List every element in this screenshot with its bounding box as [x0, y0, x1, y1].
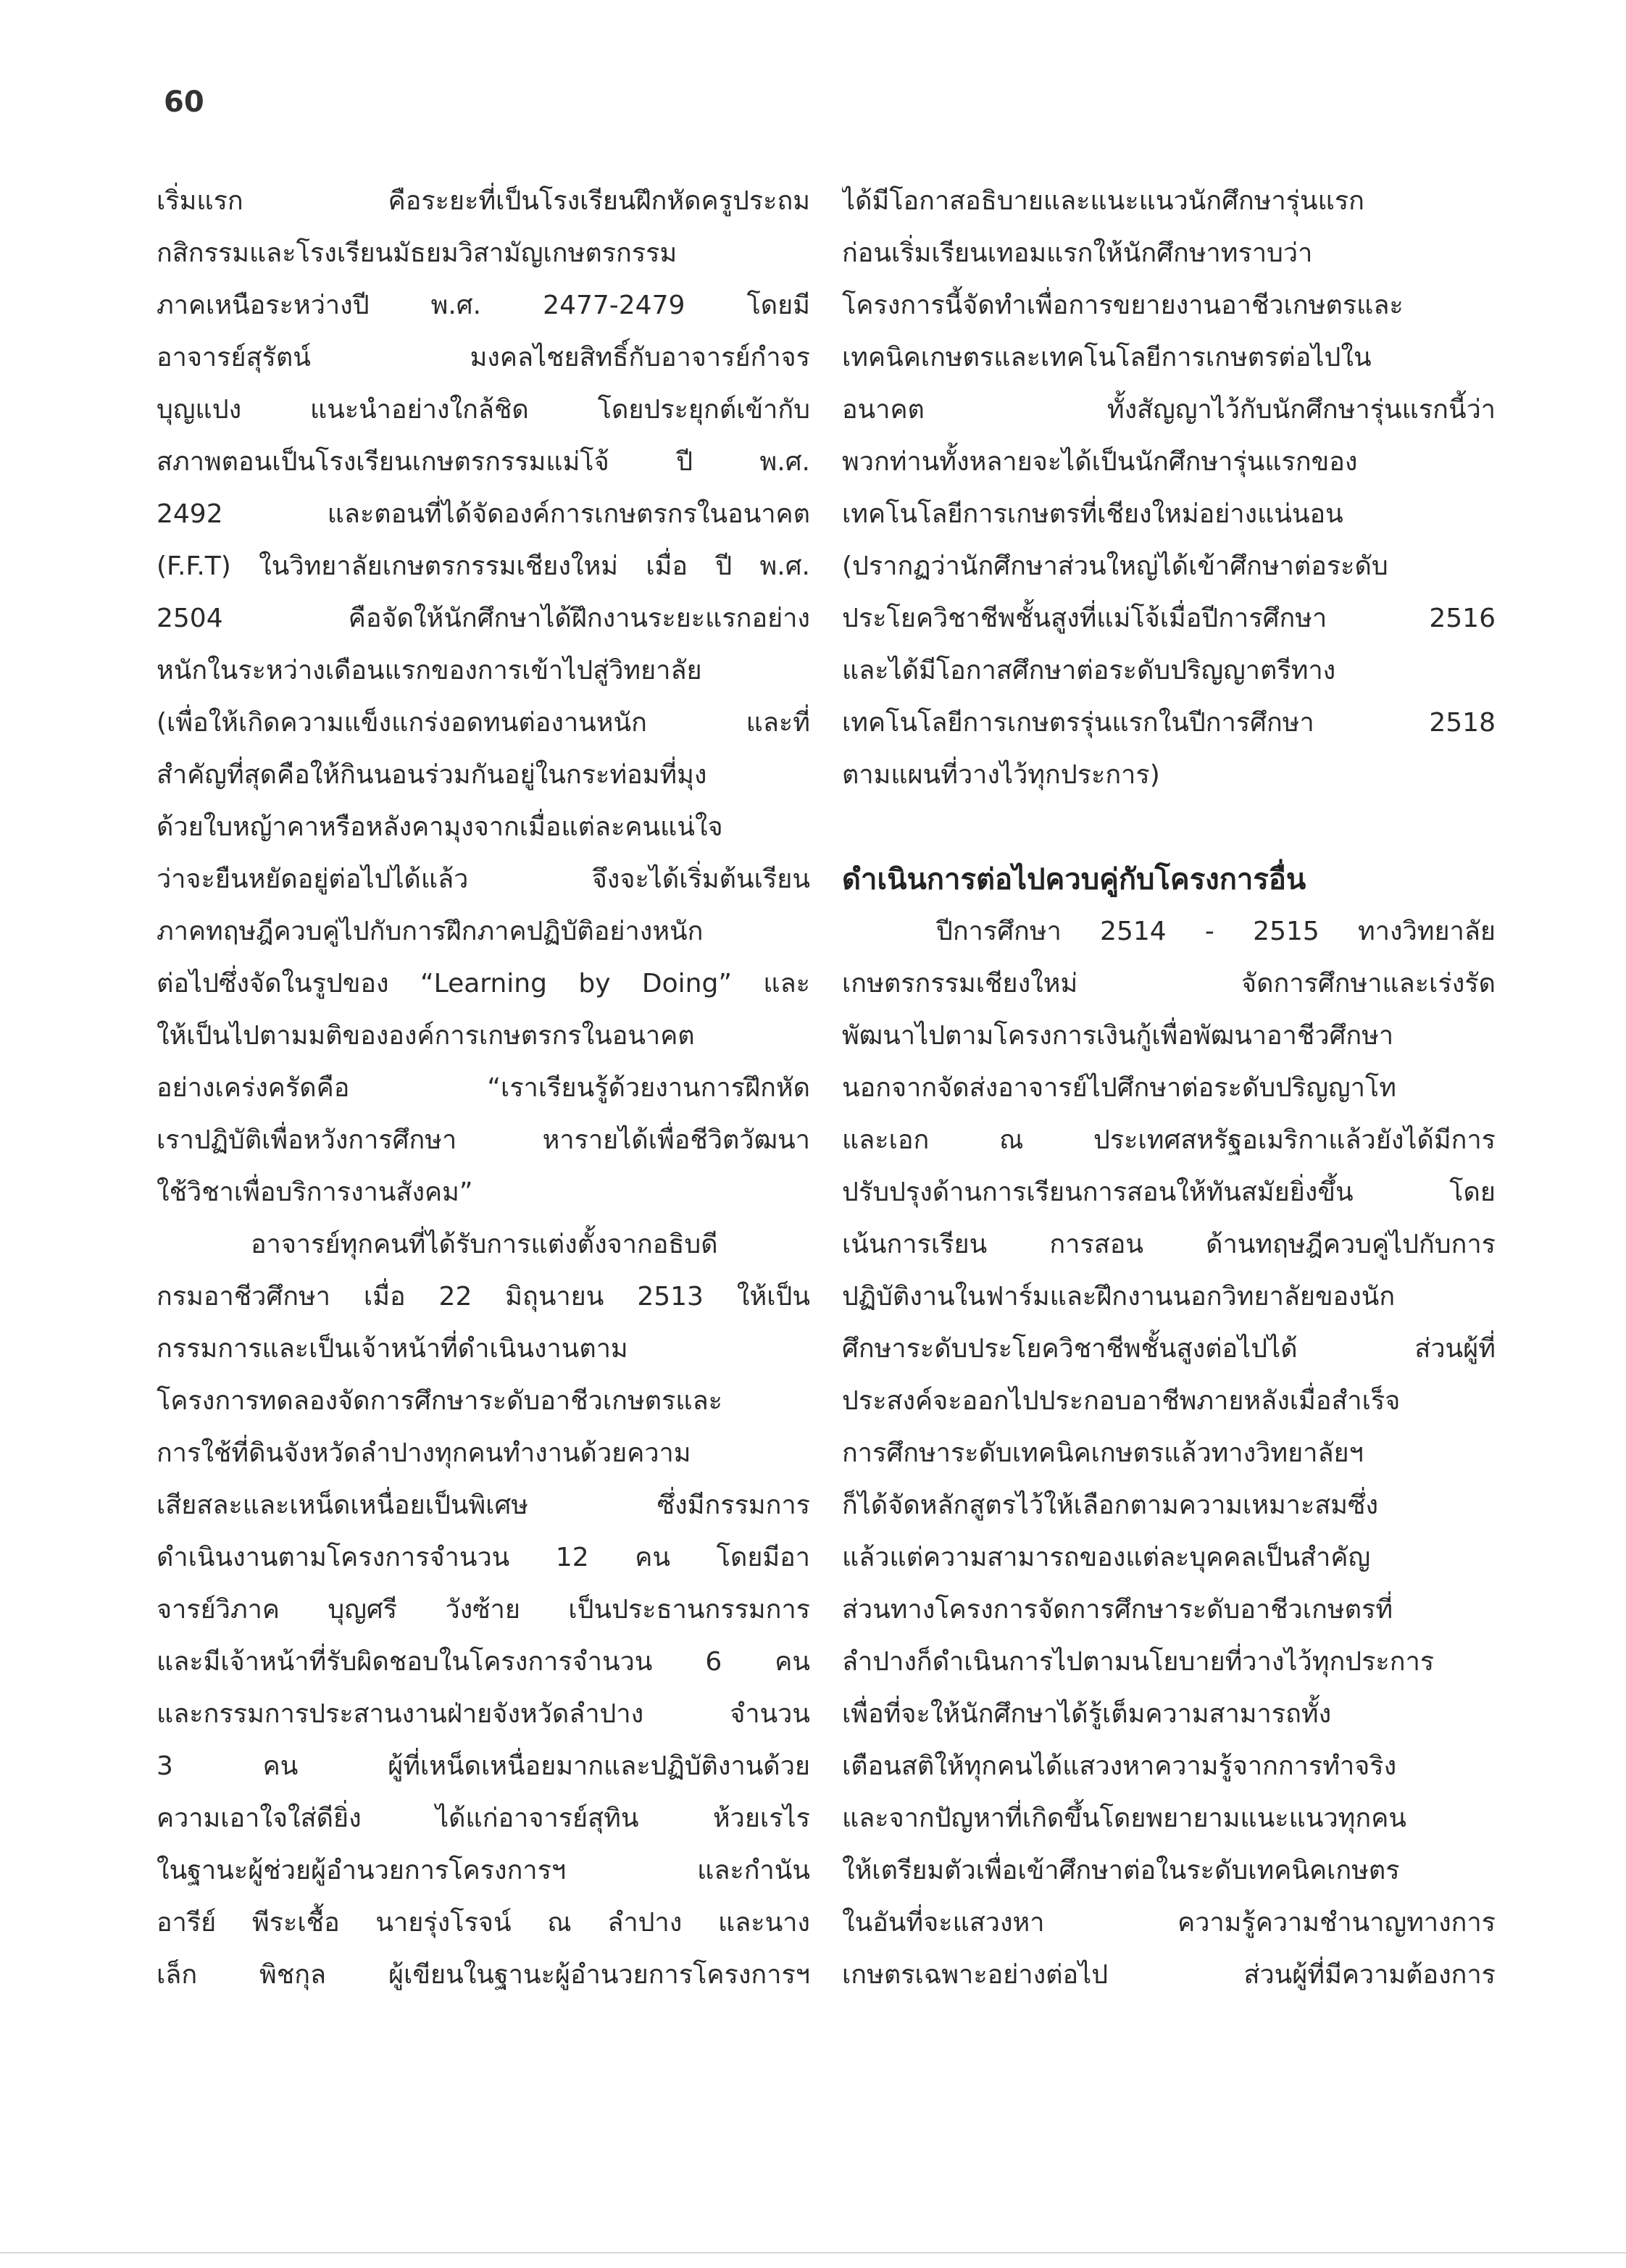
text-line: แล้วแต่ความสามารถของแต่ละบุคคลเป็นสำคัญ [842, 1543, 1371, 1572]
text-line: ภาคเหนือระหว่างปี พ.ศ. 2477-2479 โดยมี [157, 291, 810, 320]
text-line: อาจารย์ทุกคนที่ได้รับการแต่งตั้งจากอธิบดี [251, 1230, 718, 1259]
text-line: 2492 และตอนที่ได้จัดองค์การเกษตรกรในอนาคต [157, 499, 810, 529]
text-line: และกรรมการประสานงานฝ่ายจังหวัดลำปาง จำนวน [157, 1699, 810, 1729]
text-line: เราปฏิบัติเพื่อหวังการศึกษา หารายได้เพื่อชีวิตวัฒนา [157, 1125, 810, 1155]
text-line: กสิกรรมและโรงเรียนมัธยมวิสามัญเกษตรกรรม [157, 238, 678, 268]
text-line: ลำปางก็ดำเนินการไปตามนโยบายที่วางไว้ทุกประการ [842, 1647, 1435, 1677]
text-line: หนักในระหว่างเดือนแรกของการเข้าไปสู่วิทยาลัย [157, 656, 702, 685]
text-line: กรรมการและเป็นเจ้าหน้าที่ดำเนินงานตาม [157, 1334, 628, 1364]
text-line: โครงการนี้จัดทำเพื่อการขยายงานอาชีวเกษตรและ [842, 291, 1404, 320]
text-line: ดำเนินงานตามโครงการจำนวน 12 คน โดยมีอา [157, 1543, 810, 1572]
text-line: เพื่อที่จะให้นักศึกษาได้รู้เต็มความสามารถทั้ง [842, 1699, 1332, 1729]
text-line: 2504 คือจัดให้นักศึกษาได้ฝึกงานระยะแรกอย่าง [157, 604, 810, 633]
text-line: ในอันที่จะแสวงหา ความรู้ความชำนาญทางการ [842, 1908, 1496, 1938]
text-line: สภาพตอนเป็นโรงเรียนเกษตรกรรมแม่โจ้ ปี พ.ศ. [157, 447, 810, 477]
text-line: เสียสละและเหน็ดเหนื่อยเป็นพิเศษ ซึ่งมีกรรมการ [157, 1491, 810, 1520]
text-line: อนาคต ทั้งสัญญาไว้กับนักศึกษารุ่นแรกนี้ว่า [842, 395, 1496, 425]
text-line: โครงการทดลองจัดการศึกษาระดับอาชีวเกษตรและ [157, 1386, 722, 1416]
text-line: อย่างเคร่งครัดคือ “เราเรียนรู้ด้วยงานการฝึกหัด [157, 1073, 810, 1103]
text-line: อาจารย์สุรัตน์ มงคลไชยสิทธิ์กับอาจารย์กำจร [157, 343, 810, 372]
text-line: เริ่มแรก คือระยะที่เป็นโรงเรียนฝึกหัดครูประถม [157, 186, 810, 216]
text-line: ตามแผนที่วางไว้ทุกประการ) [842, 760, 1160, 790]
text-line: ต่อไปซึ่งจัดในรูปของ “Learning by Doing” และ [157, 969, 810, 998]
text-line: จารย์วิภาค บุญศรี วังซ้าย เป็นประธานกรรมการ [157, 1595, 810, 1625]
text-line: 3 คน ผู้ที่เหน็ดเหนื่อยมากและปฏิบัติงานด้วย [157, 1751, 810, 1781]
text-line: เน้นการเรียน การสอน ด้านทฤษฎีควบคู่ไปกับการ [842, 1230, 1496, 1259]
page-number: 60 [164, 86, 204, 119]
text-line: เทคโนโลยีการเกษตรรุ่นแรกในปีการศึกษา 2518 [842, 708, 1496, 738]
text-line: เล็ก พิชกุล ผู้เขียนในฐานะผู้อำนวยการโครงการฯ [157, 1960, 810, 1990]
right-text-column [842, 175, 1496, 2001]
text-line: ความเอาใจใส่ดียิ่ง ได้แก่อาจารย์สุทิน ห้วยเรไร [157, 1804, 810, 1833]
text-line: และได้มีโอกาสศึกษาต่อระดับปริญญาตรีทาง [842, 656, 1336, 685]
text-line: และมีเจ้าหน้าที่รับผิดชอบในโครงการจำนวน 6 คน [157, 1647, 810, 1677]
text-line: การศึกษาระดับเทคนิคเกษตรแล้วทางวิทยาลัยฯ [842, 1438, 1364, 1468]
text-line: ว่าจะยืนหยัดอยู่ต่อไปได้แล้ว จึงจะได้เริ่มต้นเรียน [157, 864, 810, 894]
text-line: เทคนิคเกษตรและเทคโนโลยีการเกษตรต่อไปใน [842, 343, 1372, 372]
left-text-column [157, 175, 810, 2001]
text-line: ได้มีโอกาสอธิบายและแนะแนวนักศึกษารุ่นแรก [842, 186, 1364, 216]
bottom-edge-line [0, 2252, 1626, 2254]
text-line: ปรับปรุงด้านการเรียนการสอนให้ทันสมัยยิ่งขึ้น โดย [842, 1177, 1496, 1207]
text-line: ก็ได้จัดหลักสูตรไว้ให้เลือกตามความเหมาะสมซึ่ง [842, 1491, 1379, 1520]
text-line: (เพื่อให้เกิดความแข็งแกร่งอดทนต่องานหนัก และที่ [157, 708, 810, 738]
text-line: เกษตรเฉพาะอย่างต่อไป ส่วนผู้ที่มีความต้องการ [842, 1960, 1496, 1990]
section-heading: ดำเนินการต่อไปควบคู่กับโครงการอื่น [842, 863, 1306, 896]
text-line: สำคัญที่สุดคือให้กินนอนร่วมกันอยู่ในกระท่อมที่มุง [157, 760, 707, 790]
text-line: และเอก ณ ประเทศสหรัฐอเมริกาแล้วยังได้มีการ [842, 1125, 1496, 1155]
text-line: ปฏิบัติงานในฟาร์มและฝึกงานนอกวิทยาลัยของนัก [842, 1282, 1396, 1312]
text-line: นอกจากจัดส่งอาจารย์ไปศึกษาต่อระดับปริญญาโท [842, 1073, 1396, 1103]
text-line: ในฐานะผู้ช่วยผู้อำนวยการโครงการฯ และกำนัน [157, 1856, 810, 1885]
text-line: อารีย์ พีระเชื้อ นายรุ่งโรจน์ ณ ลำปาง และนาง [157, 1908, 810, 1938]
text-line: ภาคทฤษฎีควบคู่ไปกับการฝึกภาคปฏิบัติอย่างหนัก [157, 917, 704, 946]
text-line: กรมอาชีวศึกษา เมื่อ 22 มิถุนายน 2513 ให้เป็น [157, 1282, 810, 1312]
text-line: เกษตรกรรมเชียงใหม่ จัดการศึกษาและเร่งรัด [842, 969, 1496, 998]
text-line: ก่อนเริ่มเรียนเทอมแรกให้นักศึกษาทราบว่า [842, 238, 1313, 268]
text-line: ใช้วิชาเพื่อบริการงานสังคม” [157, 1177, 473, 1207]
text-line: ส่วนทางโครงการจัดการศึกษาระดับอาชีวเกษตรที่ [842, 1595, 1393, 1625]
text-line: ประสงค์จะออกไปประกอบอาชีพภายหลังเมื่อสำเร็จ [842, 1386, 1401, 1416]
text-line: พัฒนาไปตามโครงการเงินกู้เพื่อพัฒนาอาชีวศึกษา [842, 1021, 1394, 1051]
text-line: บุญแปง แนะนำอย่างใกล้ชิด โดยประยุกต์เข้ากับ [157, 395, 810, 425]
text-line: (ปรากฏว่านักศึกษาส่วนใหญ่ได้เข้าศึกษาต่อระดับ [842, 551, 1388, 581]
text-line: ประโยควิชาชีพชั้นสูงที่แม่โจ้เมื่อปีการศึกษา 2516 [842, 604, 1496, 633]
text-line: ให้เตรียมตัวเพื่อเข้าศึกษาต่อในระดับเทคนิคเกษตร [842, 1856, 1400, 1885]
text-line: เทคโนโลยีการเกษตรที่เชียงใหม่อย่างแน่นอน [842, 499, 1343, 529]
text-line: พวกท่านทั้งหลายจะได้เป็นนักศึกษารุ่นแรกของ [842, 447, 1358, 477]
text-line: และจากปัญหาที่เกิดขึ้นโดยพยายามแนะแนวทุกคน [842, 1804, 1406, 1833]
text-line: การใช้ที่ดินจังหวัดลำปางทุกคนทำงานด้วยความ [157, 1438, 691, 1468]
text-line: ปีการศึกษา 2514 - 2515 ทางวิทยาลัย [936, 917, 1496, 946]
text-line: ศึกษาระดับประโยควิชาชีพชั้นสูงต่อไปได้ ส่วนผู้ที่ [842, 1334, 1496, 1364]
text-line: เตือนสติให้ทุกคนได้แสวงหาความรู้จากการทำจริง [842, 1751, 1397, 1781]
text-line: ให้เป็นไปตามมติขององค์การเกษตรกรในอนาคต [157, 1021, 695, 1051]
text-line: (F.F.T) ในวิทยาลัยเกษตรกรรมเชียงใหม่ เมื่อ ปี พ.ศ. [157, 551, 810, 581]
text-line: ด้วยใบหญ้าคาหรือหลังคามุงจากเมื่อแต่ละคนแน่ใจ [157, 812, 723, 842]
